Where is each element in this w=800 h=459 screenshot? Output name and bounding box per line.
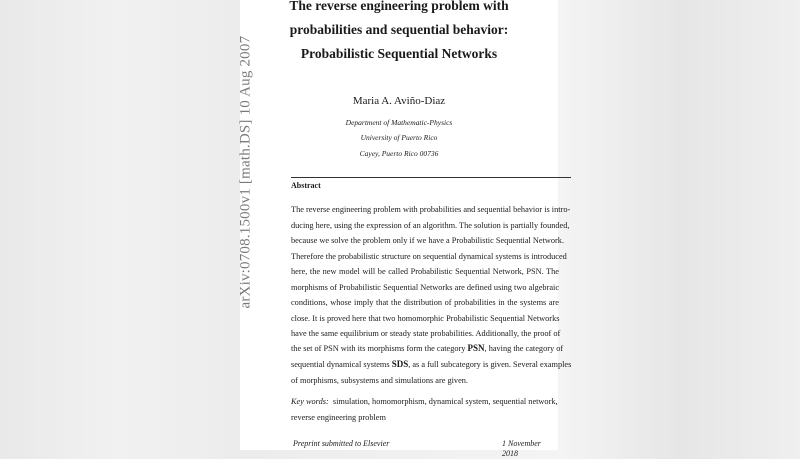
- abstract-line-last: of morphisms, subsystems and simulations are given.: [291, 376, 468, 385]
- abstract-line: close. It is proved here that two homomorphic Probabilistic Sequential Networks: [291, 313, 560, 323]
- psn-term: PSN: [467, 343, 485, 353]
- abstract-line-psn: the set of PSN with its morphisms form the category PSN, having the category of: [291, 343, 564, 353]
- divider: [291, 177, 571, 178]
- abstract-line: ducing here, using the expression of an algorithm. The solution is partially founded,: [291, 220, 570, 230]
- keywords-line-1: simulation, homomorphism, dynamical system, sequential network,: [332, 397, 558, 406]
- paper-page: [237, 0, 572, 458]
- keywords: [291, 396, 559, 407]
- abstract-line: here, the new model will be called Probabilistic Sequential Network, PSN. The: [291, 267, 559, 276]
- abstract-line: conditions, whose imply that the distribution of probabilities in the systems are: [291, 298, 559, 307]
- abstract-heading: Abstract: [291, 181, 321, 190]
- abstract-line: morphisms of Probabilistic Sequential Networks are defined using two algebraic: [291, 282, 559, 292]
- abstract-line: have the same equilibrium or steady state probabilities. Additionally, the proof of: [291, 329, 561, 338]
- footer-preprint: Preprint submitted to Elsevier: [293, 439, 390, 448]
- abstract-line-sds: sequential dynamical systems SDS, as a full subcategory is given. Several examples: [291, 359, 572, 369]
- title-line-2: probabilities and sequential behavior:: [289, 22, 509, 37]
- affiliation-location: Cayey, Puerto Rico 00736: [359, 149, 439, 158]
- abstract-line: because we solve the problem only if we have a Probabilistic Sequential Network.: [291, 236, 565, 245]
- keywords-label: Key words:: [291, 397, 329, 406]
- sds-term: SDS: [391, 359, 409, 369]
- title-line-1: The reverse engineering problem with: [289, 0, 509, 13]
- affiliation-university: University of Puerto Rico: [360, 133, 438, 142]
- keywords-line-2: reverse engineering problem: [291, 413, 386, 422]
- footer-date: 1 November 2018: [502, 439, 541, 458]
- title-line-3: Probabilistic Sequential Networks: [300, 46, 498, 61]
- affiliation-department: Department of Mathematic-Physics: [345, 118, 453, 127]
- abstract-line: The reverse engineering problem with probabilities and sequential behavior is intro-: [291, 205, 571, 214]
- abstract-line: Therefore the probabilistic structure on sequential dynamical systems is introduced: [291, 251, 567, 261]
- author: Maria A. Aviño-Diaz: [352, 95, 446, 107]
- arxiv-stamp: arXiv:0708.1500v1 [math.DS] 10 Aug 2007: [237, 35, 254, 309]
